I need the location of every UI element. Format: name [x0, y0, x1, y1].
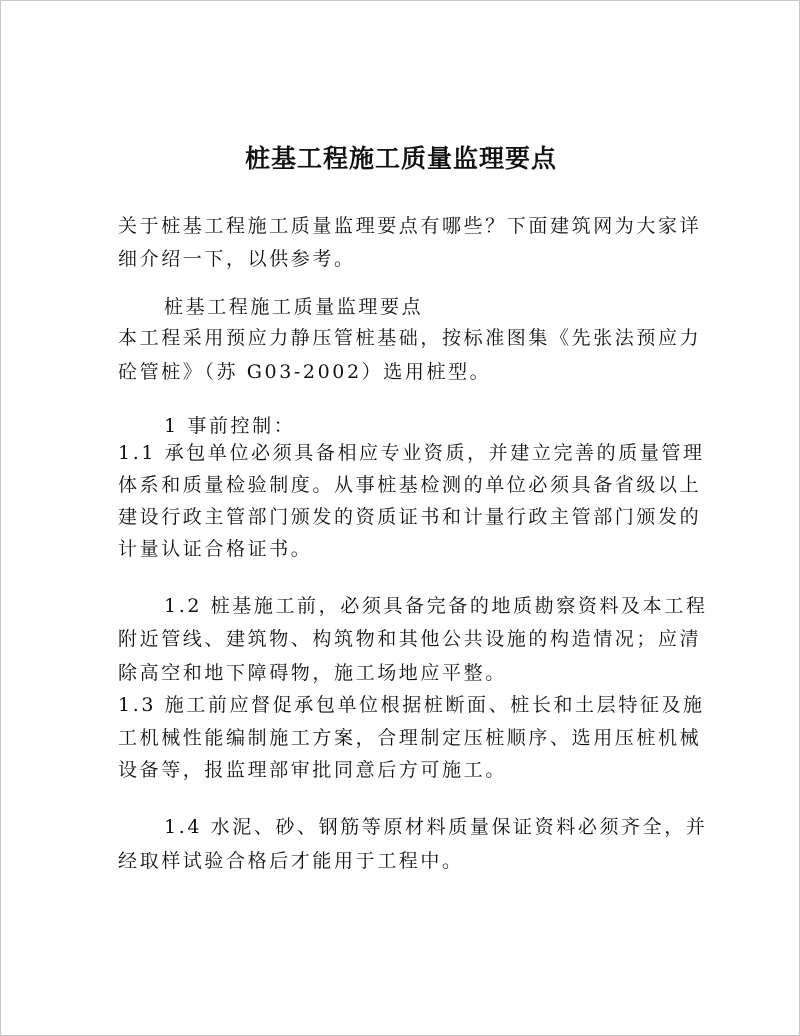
text-line: 1.2 桩基施工前，必须具备完备的地质勘察资料及本工程: [164, 595, 708, 617]
text-line: 本工程采用预应力静压管桩基础，按标准图集《先张法预应力: [118, 327, 702, 349]
text-line: 体系和质量检验制度。从事桩基检测的单位必须具备省级以上: [118, 474, 702, 496]
text-line: 建设行政主管部门颁发的资质证书和计量行政主管部门颁发的: [118, 506, 702, 528]
text-line: 砼管桩》（苏 G03-2002）选用桩型。: [118, 361, 492, 383]
text-line: 除高空和地下障碍物，施工场地应平整。: [118, 662, 507, 684]
text-line: 1.1 承包单位必须具备相应专业资质，并建立完善的质量管理: [118, 442, 705, 464]
text-line: 经取样试验合格后才能用于工程中。: [118, 850, 464, 872]
text-line: 关于桩基工程施工质量监理要点有哪些？下面建筑网为大家详: [118, 215, 702, 237]
text-line: 工机械性能编制施工方案，合理制定压桩顺序、选用压桩机械: [118, 727, 702, 749]
text-line: 1.3 施工前应督促承包单位根据桩断面、桩长和土层特征及施: [118, 694, 705, 716]
section-heading: 桩基工程施工质量监理要点: [164, 296, 424, 318]
text-line: 附近管线、建筑物、构筑物和其他公共设施的构造情况；应清: [118, 628, 702, 650]
document-title: 桩基工程施工质量监理要点: [244, 144, 557, 173]
text-line: 1.4 水泥、砂、钢筋等原材料质量保证资料必须齐全，并: [164, 816, 708, 838]
text-line: 细介绍一下，以供参考。: [118, 248, 356, 270]
text-line: 计量认证合格证书。: [118, 538, 313, 560]
text-line: 设备等，报监理部审批同意后方可施工。: [118, 759, 507, 781]
section-heading: 1 事前控制：: [164, 415, 296, 437]
